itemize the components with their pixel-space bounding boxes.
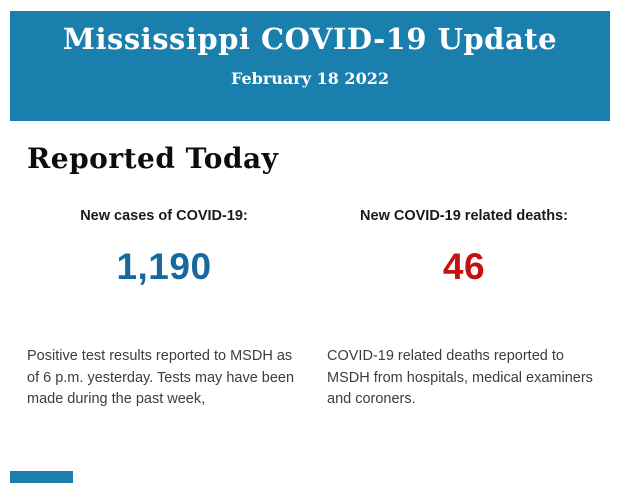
cases-value: 1,190 bbox=[116, 246, 212, 287]
deaths-label: New COVID-19 related deaths: bbox=[360, 208, 568, 224]
cases-description: Positive test results reported to MSDH as of 6 p.m. yesterday. Tests may have been made during the past week, bbox=[27, 348, 295, 407]
header-banner bbox=[10, 11, 610, 121]
section-heading: Reported Today bbox=[27, 142, 279, 175]
deaths-column bbox=[325, 208, 603, 288]
date-subtitle: February 18 2022 bbox=[231, 69, 389, 88]
deaths-description: COVID-19 related deaths reported to MSDH from hospitals, medical examiners and coroners. bbox=[327, 348, 593, 407]
page-title: Mississippi COVID-19 Update bbox=[62, 22, 558, 56]
cases-column bbox=[25, 208, 303, 288]
deaths-value: 46 bbox=[442, 246, 486, 287]
next-section-partial-bar bbox=[10, 471, 73, 483]
cases-label: New cases of COVID-19: bbox=[80, 208, 248, 224]
